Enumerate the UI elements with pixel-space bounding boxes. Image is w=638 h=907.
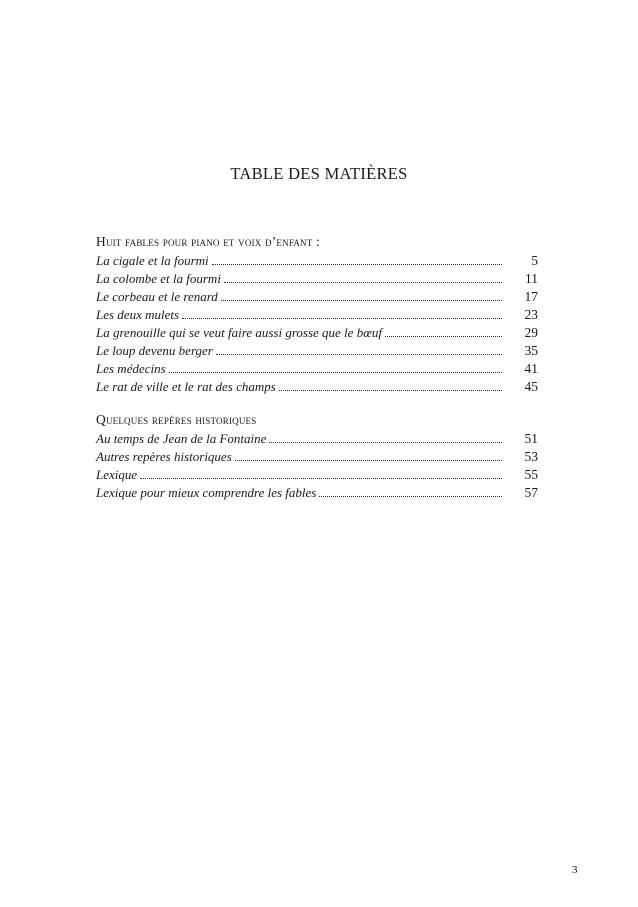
toc-entry[interactable] bbox=[96, 483, 538, 501]
dot-leader bbox=[221, 269, 502, 283]
toc-entry-title: La cigale et la fourmi bbox=[96, 253, 209, 268]
toc-entry-title: Lexique pour mieux comprendre les fables bbox=[96, 485, 317, 500]
dot-leader bbox=[382, 323, 502, 337]
dot-leader bbox=[166, 359, 502, 373]
dot-leader bbox=[137, 465, 502, 479]
dot-leader bbox=[218, 287, 502, 301]
toc-entry-title: Les deux mulets bbox=[96, 307, 180, 322]
toc-entry[interactable] bbox=[96, 377, 538, 395]
toc-entry[interactable] bbox=[96, 429, 538, 447]
toc-entry[interactable] bbox=[96, 287, 538, 305]
toc-entry[interactable] bbox=[96, 251, 538, 269]
toc-entry-title: Autres repères historiques bbox=[96, 449, 232, 464]
toc-entry-page: 51 bbox=[524, 431, 538, 446]
toc-entry-page: 45 bbox=[524, 379, 538, 394]
dot-leader bbox=[209, 251, 502, 265]
toc-entry-title: Le rat de ville et le rat des champs bbox=[96, 379, 276, 394]
toc-entry-page: 55 bbox=[524, 467, 538, 482]
page-number: 3 bbox=[572, 864, 578, 876]
toc-entry[interactable] bbox=[96, 269, 538, 287]
toc-entry-page: 17 bbox=[524, 289, 538, 304]
page-title: TABLE DES MATIÈRES bbox=[230, 164, 408, 183]
toc-entry-page: 57 bbox=[524, 485, 538, 500]
toc-entry-title: Le loup devenu berger bbox=[96, 343, 213, 358]
dot-leader bbox=[179, 305, 502, 319]
dot-leader bbox=[276, 377, 502, 391]
toc-entry-page: 11 bbox=[525, 271, 538, 286]
toc-entry-page: 23 bbox=[524, 307, 538, 322]
toc-entry-title: La colombe et la fourmi bbox=[96, 271, 221, 286]
toc-section-historique bbox=[96, 411, 538, 501]
toc-entry-title: Le corbeau et le renard bbox=[96, 289, 218, 304]
toc-entry-page: 41 bbox=[524, 361, 538, 376]
toc-entry-page: 5 bbox=[531, 253, 538, 268]
dot-leader bbox=[266, 429, 502, 443]
toc-entry[interactable] bbox=[96, 359, 538, 377]
toc-entry[interactable] bbox=[96, 305, 538, 323]
toc-entry-page: 35 bbox=[524, 343, 538, 358]
toc-entry-title: Les médecins bbox=[96, 361, 166, 376]
toc-entry[interactable] bbox=[96, 323, 538, 341]
toc-entry-page: 29 bbox=[524, 325, 538, 340]
toc-entry-title: Lexique bbox=[96, 467, 138, 482]
section-heading: Quelques repères historiques bbox=[96, 412, 257, 427]
toc-entry-title: Au temps de Jean de la Fontaine bbox=[96, 431, 267, 446]
toc-entry-page: 53 bbox=[524, 449, 538, 464]
toc-entry-title: La grenouille qui se veut faire aussi grosse que le bœuf bbox=[96, 325, 382, 340]
toc-entry[interactable] bbox=[96, 341, 538, 359]
dot-leader bbox=[316, 483, 502, 497]
toc-section-fables bbox=[96, 233, 538, 395]
dot-leader bbox=[232, 447, 502, 461]
dot-leader bbox=[213, 341, 502, 355]
toc-entry[interactable] bbox=[96, 465, 538, 483]
section-heading: Huit fables pour piano et voix d’enfant : bbox=[96, 234, 320, 249]
toc-entry[interactable] bbox=[96, 447, 538, 465]
